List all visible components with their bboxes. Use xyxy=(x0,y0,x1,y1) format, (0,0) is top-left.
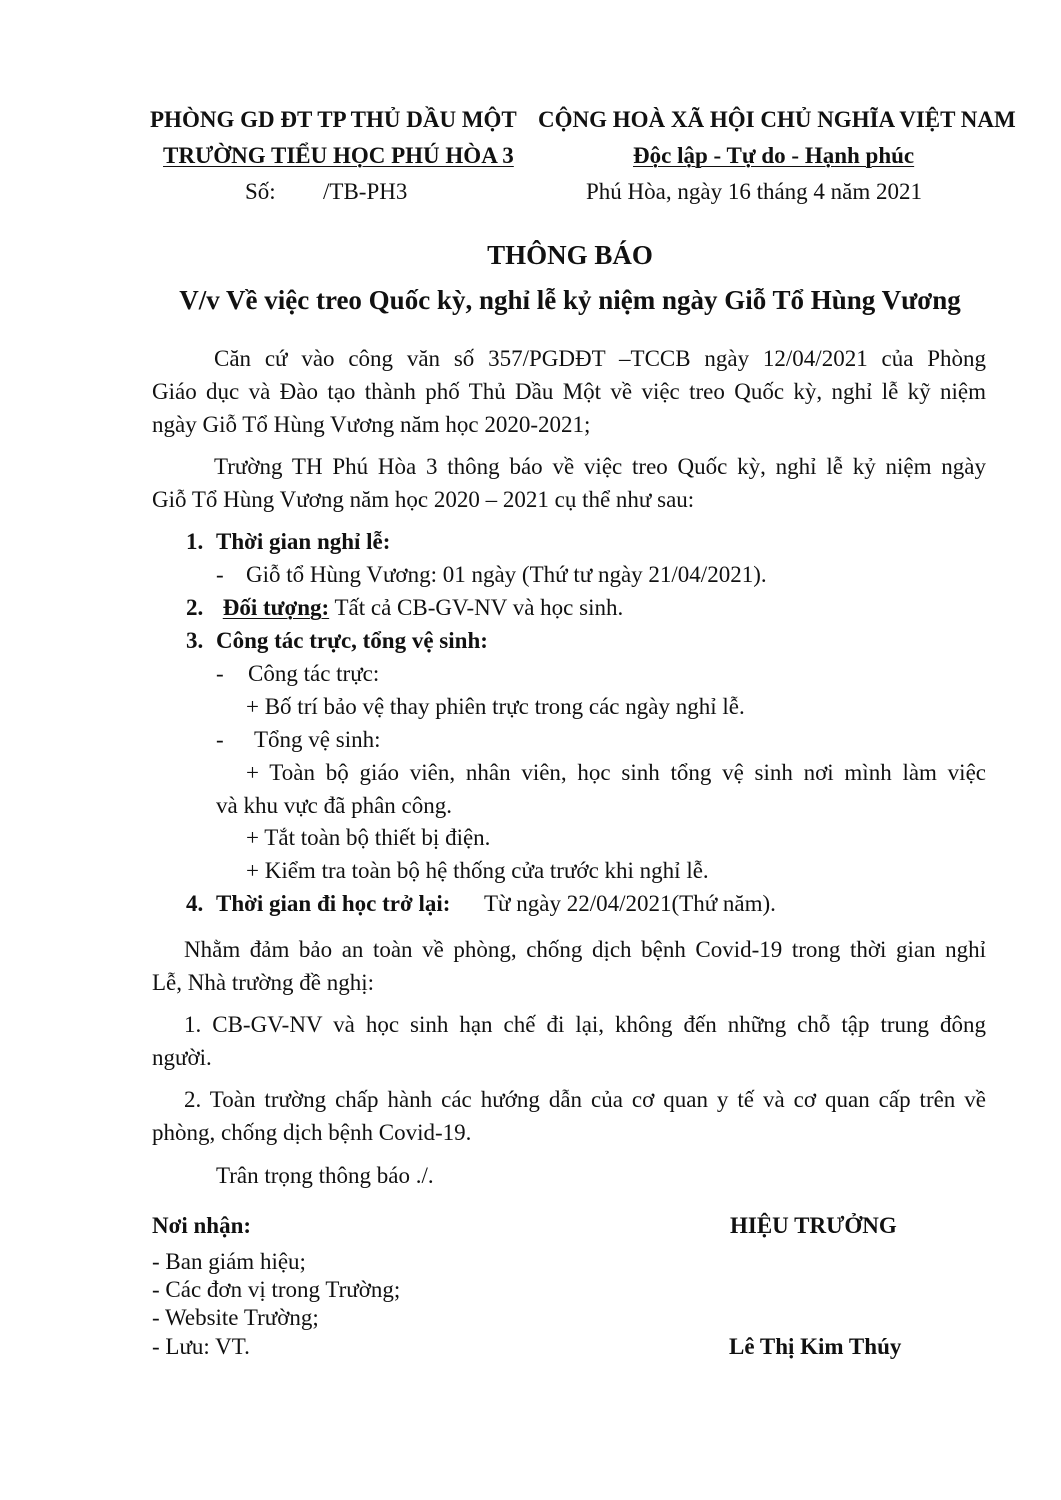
para1-line1: Căn cứ vào công văn số 357/PGDĐT –TCCB ngày 12/04/2021 của Phòng xyxy=(214,346,986,371)
country-name: CỘNG HOÀ XÃ HỘI CHỦ NGHĨA VIỆT NAM xyxy=(538,107,1016,132)
school-name: TRƯỜNG TIỂU HỌC PHÚ HÒA 3 xyxy=(163,143,514,168)
section-3-item-2-sub-1-line2: và khu vực đã phân công. xyxy=(216,793,453,818)
section-2 xyxy=(186,596,623,619)
section-2-title: Đối tượng: xyxy=(222,595,330,620)
request-1-line1: 1. CB-GV-NV và học sinh hạn chế đi lại, không đến những chỗ tập trung đông xyxy=(184,1012,986,1037)
para3-line1: Nhằm đảm bảo an toàn về phòng, chống dịch bệnh Covid-19 trong thời gian nghỉ xyxy=(184,937,986,962)
section-3-item-1-sub: + Bố trí bảo vệ thay phiên trực trong các ngày nghỉ lễ. xyxy=(246,694,745,719)
section-3-title: Công tác trực, tổng vệ sinh: xyxy=(216,628,488,653)
signature-title: HIỆU TRƯỞNG xyxy=(730,1213,897,1238)
section-1-title: Thời gian nghỉ lễ: xyxy=(216,529,391,554)
closing-text: Trân trọng thông báo ./. xyxy=(216,1163,434,1188)
document-number-label: Số: xyxy=(245,179,276,204)
request-2-line1: 2. Toàn trường chấp hành các hướng dẫn của cơ quan y tế và cơ quan cấp trên về xyxy=(184,1087,986,1112)
request-1-line2: người. xyxy=(152,1045,212,1070)
section-2-number: 2. xyxy=(186,595,204,620)
section-3-item-2-sub-3: + Kiểm tra toàn bộ hệ thống cửa trước khi nghỉ lễ. xyxy=(246,858,709,883)
section-3-item-1: Công tác trực: xyxy=(248,661,380,686)
signature-name: Lê Thị Kim Thúy xyxy=(729,1334,902,1359)
recipients-label: Nơi nhận: xyxy=(152,1213,252,1238)
document-subtitle: V/v Về việc treo Quốc kỳ, nghỉ lễ kỷ niệm ngày Giỗ Tổ Hùng Vương xyxy=(179,285,961,315)
section-3-item-2-sub-2: + Tắt toàn bộ thiết bị điện. xyxy=(246,825,491,850)
para3-line2: Lễ, Nhà trường đề nghị: xyxy=(152,970,374,995)
department-name: PHÒNG GD ĐT TP THỦ DẦU MỘT xyxy=(150,107,517,132)
recipient-item: - Website Trường; xyxy=(152,1305,319,1330)
document-number: /TB-PH3 xyxy=(323,179,408,204)
recipient-item: - Các đơn vị trong Trường; xyxy=(152,1277,401,1302)
recipient-item: - Ban giám hiệu; xyxy=(152,1249,306,1274)
bullet-dash: - xyxy=(216,661,224,686)
para1-line2: Giáo dục và Đào tạo thành phố Thủ Dầu Một về việc treo Quốc kỳ, nghỉ lễ kỹ niệm xyxy=(152,379,986,404)
document-title: THÔNG BÁO xyxy=(487,240,653,270)
section-3-item-2: Tổng vệ sinh: xyxy=(254,727,381,752)
place-date: Phú Hòa, ngày 16 tháng 4 năm 2021 xyxy=(586,179,923,204)
section-2-text: Tất cả CB-GV-NV và học sinh. xyxy=(329,595,624,620)
section-3-item-2-sub-1-line1: + Toàn bộ giáo viên, nhân viên, học sinh tổng vệ sinh nơi mình làm việc xyxy=(246,760,986,785)
section-4-number: 4. xyxy=(186,891,204,916)
para2-line2: Giỗ Tổ Hùng Vương năm học 2020 – 2021 cụ thể như sau: xyxy=(152,487,695,512)
bullet-dash: - xyxy=(216,562,224,587)
recipient-item: - Lưu: VT. xyxy=(152,1334,250,1359)
section-4-text: Từ ngày 22/04/2021(Thứ năm). xyxy=(484,891,776,916)
request-2-line2: phòng, chống dịch bệnh Covid-19. xyxy=(152,1120,472,1145)
section-4-title: Thời gian đi học trở lại: xyxy=(216,891,451,916)
section-3-number: 3. xyxy=(186,628,204,653)
motto: Độc lập - Tự do - Hạnh phúc xyxy=(633,143,915,168)
para1-line3: ngày Giỗ Tổ Hùng Vương năm học 2020-2021; xyxy=(152,412,591,437)
bullet-dash: - xyxy=(216,727,224,752)
section-1-item: Giỗ tổ Hùng Vương: 01 ngày (Thứ tư ngày 21/04/2021). xyxy=(246,562,767,587)
para2-line1: Trường TH Phú Hòa 3 thông báo về việc treo Quốc kỳ, nghỉ lễ kỷ niệm ngày xyxy=(214,454,986,479)
section-1-number: 1. xyxy=(186,529,204,554)
